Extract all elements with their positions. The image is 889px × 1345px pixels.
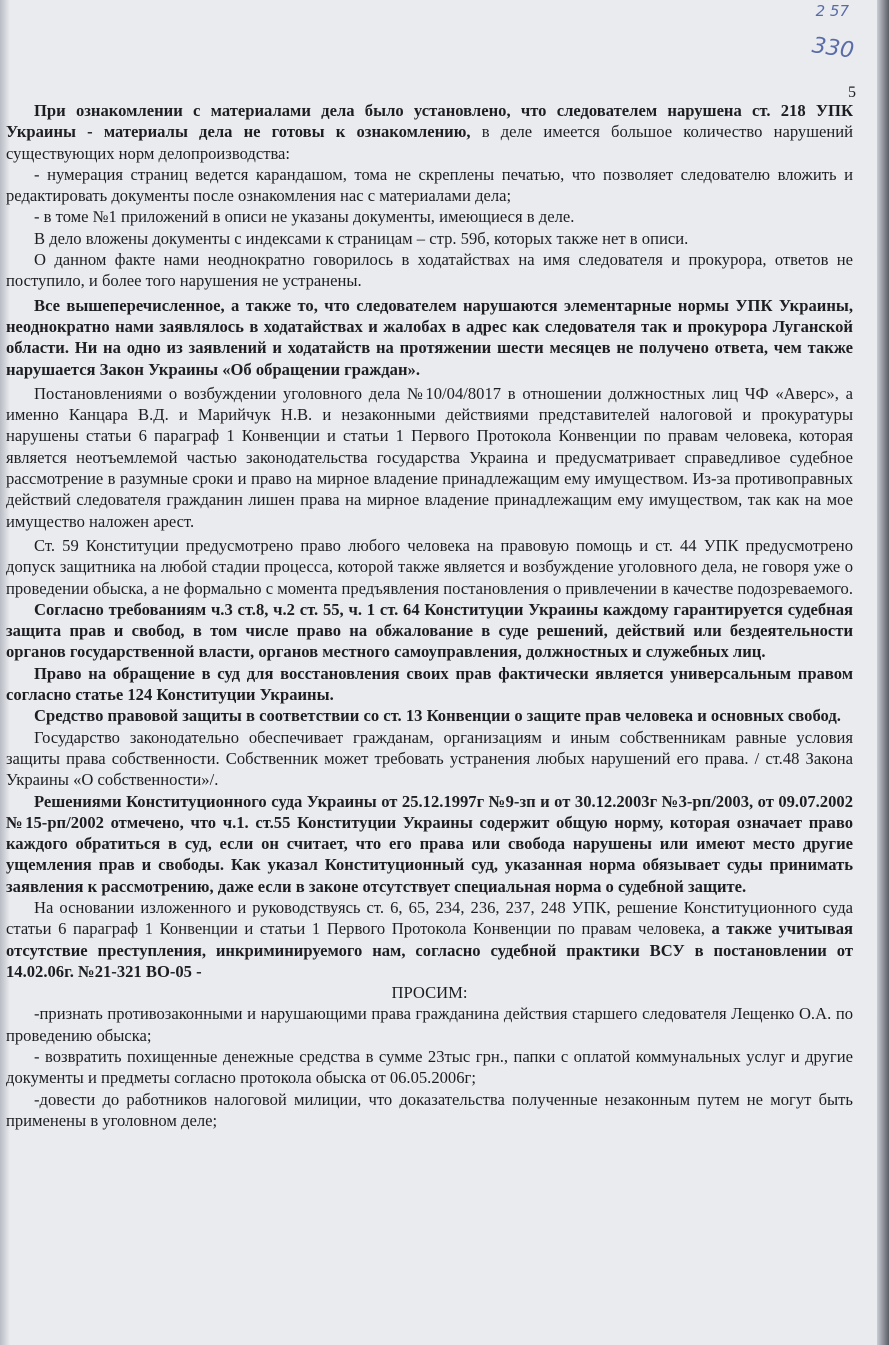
request-item-1: -признать противозаконными и нарушающими права гражданина действия старшего следователя Лещенко О.А. по проведению обыска;	[6, 1004, 853, 1045]
paragraph-4: В дело вложены документы с индексами к страницам – стр. 59б, которых также нет в описи.	[34, 228, 689, 248]
paragraph-6: Все вышеперечисленное, а также то, что следователем нарушаются элементарные нормы УПК Украины, неоднократно нами заявлялось в ходатайствах и жалобах в адрес как следователя так и прокурора Луганской области. Ни на одно из заявлений и ходатайств на протяжении шести месяцев не получено ответа, чем также нарушается Закон Украины «Об обращении граждан».	[6, 295, 853, 379]
document-body	[6, 100, 853, 1131]
handwritten-folio-number: 330	[810, 33, 856, 64]
paragraph-14-normal: На основании изложенного и руководствуясь ст. 6, 65, 234, 236, 237, 248 УПК, решение Конституционного суда статьи 6 параграф 1 Конвенции и статьи 1 Первого Протокола Конвенции по правам человека,	[6, 897, 853, 939]
paragraph-8: Ст. 59 Конституции предусмотрено право любого человека на правовую помощь и ст. 44 УПК предусмотрено допуск защитника на любой стадии процесса, которой также является и возбуждение уголовного дела, не говоря уже о проведении обыска, а не формально с момента предъявления постановления о привлечении в качестве подозреваемого.	[6, 535, 853, 598]
paragraph-10: Право на обращение в суд для восстановления своих прав фактически является универсальным правом согласно статье 124 Конституции Украины.	[6, 663, 853, 705]
paragraph-2: - нумерация страниц ведется карандашом, тома не скреплены печатью, что позволяет следователю вложить и редактировать документы после ознакомления нас с материалами дела;	[6, 164, 853, 206]
page-edge-shadow	[877, 0, 889, 1345]
paragraph-11: Средство правовой защиты в соответствии со ст. 13 Конвенции о защите прав человека и основных свобод.	[34, 706, 841, 726]
request-item-2: - возвратить похищенные денежные средства в сумме 23тыс грн., папки с оплатой коммунальных услуг и другие документы и предметы согласно протокола обыска от 06.05.2006г;	[6, 1047, 853, 1088]
paragraph-5: О данном факте нами неоднократно говорилось в ходатайствах на имя следователя и прокурора, ответов не поступило, и более того нарушения не устранены.	[6, 250, 853, 291]
page-number: 5	[848, 84, 856, 101]
paragraph-14-bold: а также учитывая отсутствие преступления, инкриминируемого нам, согласно судебной практики ВСУ в постановлении от 14.02.06г. №21-321 ВО-05 -	[6, 919, 853, 981]
paragraph-1	[6, 100, 853, 164]
request-heading: ПРОСИМ:	[391, 983, 468, 1003]
paragraph-9: Согласно требованиям ч.3 ст.8, ч.2 ст. 55, ч. 1 ст. 64 Конституции Украины каждому гарантируется судебная защита прав и свобод, в том числе право на обжалование в суде решений, действий или бездеятельности органов государственной власти, органов местного самоуправления, должностных и служебных лиц.	[6, 599, 853, 662]
paragraph-1-rest: в деле имеется большое количество нарушений существующих норм делопроизводства:	[6, 122, 854, 163]
paragraph-14	[6, 897, 853, 982]
paragraph-12: Государство законодательно обеспечивает гражданам, организациям и иным собственникам равные условия защиты права собственности. Собственник может требовать устранения любых нарушений его права. / ст.48 Закона Украины «О собственности»/.	[6, 727, 853, 790]
paragraph-7: Постановлениями о возбуждении уголовного дела №10/04/8017 в отношении должностных лиц ЧФ «Аверс», а именно Канцара В.Д. и Марийчук Н.В. и незаконными действиями представителей налоговой и прокуратуры нарушены статьи 6 параграф 1 Конвенции и статьи 1 Первого Протокола Конвенции по правам человека, которая является неотъемлемой частью законодательства государства Украина и предусматривает справедливое судебное рассмотрение в разумные сроки и право на мирное владение принадлежащим ему имуществом. Из-за противоправных действий следователя гражданин лишен права на мирное владение принадлежащим ему имуществом, так как на мое имущество наложен арест.	[6, 383, 853, 531]
paragraph-1-bold: При ознакомлении с материалами дела было установлено, что следователем нарушена ст. 218 УПК Украины - материалы дела не готовы к ознакомлению,	[6, 101, 853, 142]
request-item-3: -довести до работников налоговой милиции, что доказательства полученные незаконным путем не могут быть применены в уголовном деле;	[6, 1089, 853, 1130]
paragraph-3: - в томе №1 приложений в описи не указаны документы, имеющиеся в деле.	[34, 207, 575, 227]
handwritten-top-mark: 2 57	[815, 2, 849, 20]
paragraph-13: Решениями Конституционного суда Украины от 25.12.1997г №9-зп и от 30.12.2003г №3-рп/2003, от 09.07.2002 №15-рп/2002 отмечено, что ч.1. ст.55 Конституции Украины содержит общую норму, которая означает право каждого обратиться в суд, если он считает, что его права или свобода нарушены или имеют место другие ущемления прав и свободы. Как указал Конституционный суд, указанная норма обязывает суды принимать заявления к рассмотрению, даже если в законе отсутствует специальная норма о судебной защите.	[6, 791, 853, 896]
